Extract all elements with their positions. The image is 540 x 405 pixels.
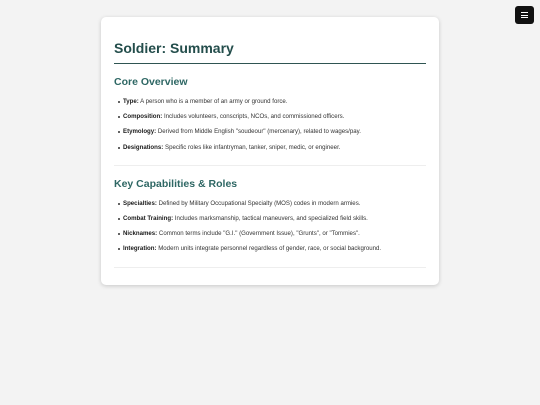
item-term: Integration: bbox=[123, 245, 157, 253]
item-term: Specialties: bbox=[123, 199, 157, 207]
item-text: Common terms include "G.I." (Government Issue), "Grunts", or "Tommies". bbox=[158, 230, 360, 238]
item-text: Derived from Middle English "soudeour" (mercenary), related to wages/pay. bbox=[157, 128, 361, 136]
list-item bbox=[123, 200, 426, 208]
fact-list bbox=[114, 200, 426, 254]
hamburger-menu-icon bbox=[521, 12, 528, 18]
item-text: Includes volunteers, conscripts, NCOs, and commissioned officers. bbox=[163, 113, 345, 121]
item-text: Specific roles like infantryman, tanker, sniper, medic, or engineer. bbox=[165, 143, 341, 151]
section-heading: Core Overview bbox=[114, 76, 188, 88]
list-item bbox=[123, 245, 426, 253]
item-term: Etymology: bbox=[123, 128, 157, 136]
item-term: Nicknames: bbox=[123, 230, 158, 238]
list-item bbox=[123, 230, 426, 238]
list-item bbox=[123, 98, 426, 106]
section-core-overview bbox=[114, 76, 426, 166]
item-text: Defined by Military Occupational Specialty (MOS) codes in modern armies. bbox=[158, 199, 361, 207]
page-title: Soldier: Summary bbox=[114, 40, 426, 64]
item-term: Designations: bbox=[123, 143, 164, 151]
item-term: Type: bbox=[123, 98, 139, 105]
menu-button[interactable] bbox=[515, 6, 534, 24]
item-term: Combat Training: bbox=[123, 214, 174, 222]
list-item bbox=[123, 215, 426, 223]
list-item bbox=[123, 128, 426, 136]
item-text: A person who is a member of an army or ground force. bbox=[140, 98, 288, 105]
list-item bbox=[123, 113, 426, 121]
section-heading: Key Capabilities & Roles bbox=[114, 177, 238, 190]
list-item bbox=[123, 144, 426, 152]
fact-list bbox=[114, 98, 426, 152]
item-text: Includes marksmanship, tactical maneuvers, and specialized field skills. bbox=[174, 214, 368, 222]
section-key-capabilities bbox=[114, 178, 426, 268]
item-term: Composition: bbox=[123, 113, 163, 121]
item-text: Modern units integrate personnel regardless of gender, race, or social background. bbox=[158, 245, 382, 253]
summary-card bbox=[101, 17, 439, 285]
